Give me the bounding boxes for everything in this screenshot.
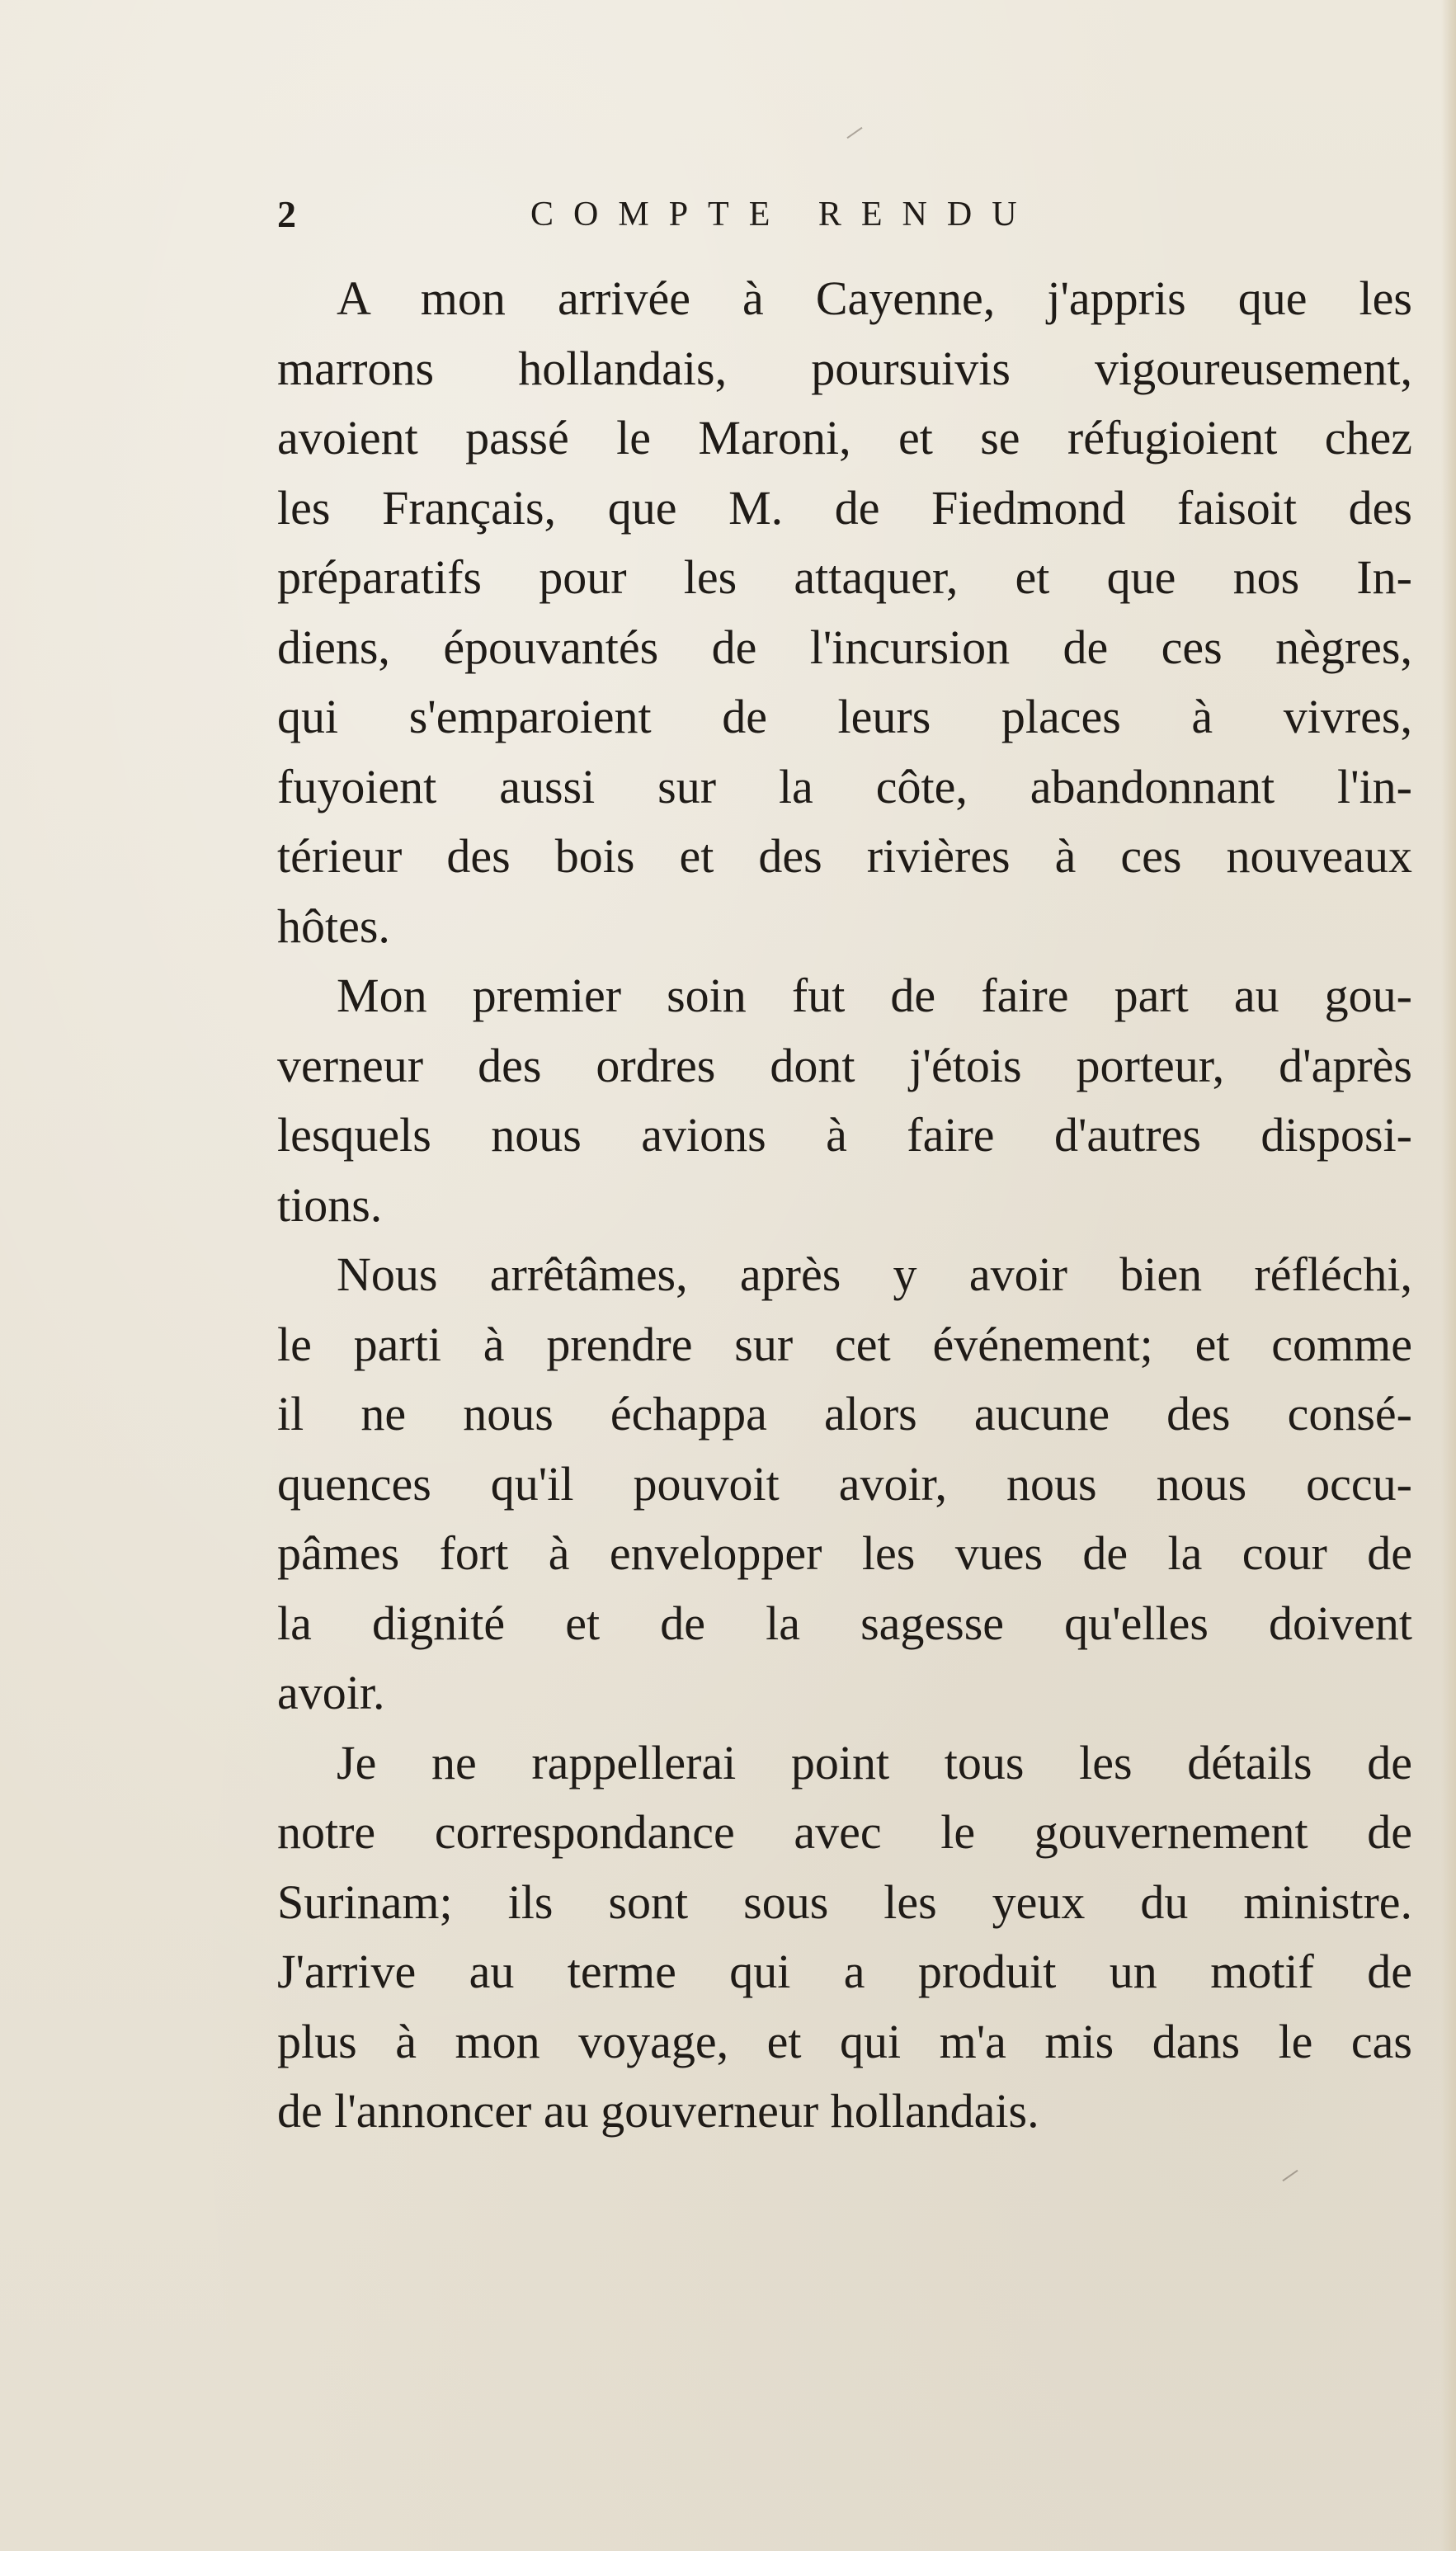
text-line: le parti à prendre sur cet événement; et comme — [277, 1317, 1412, 1371]
text-line: hôtes. — [277, 898, 390, 953]
paper-speck — [846, 127, 862, 139]
text-line: pâmes fort à envelopper les vues de la cour de — [277, 1526, 1412, 1580]
text-line: Je ne rappellerai point tous les détails de — [337, 1735, 1412, 1789]
text-line: de l'annoncer au gouverneur hollandais. — [277, 2084, 1039, 2138]
page-number: 2 — [277, 193, 296, 235]
text-line: fuyoient aussi sur la côte, abandonnant l'in- — [277, 759, 1412, 813]
text-line: J'arrive au terme qui a produit un motif de — [277, 1945, 1412, 1998]
text-line: diens, épouvantés de l'incursion de ces nègres, — [277, 620, 1412, 674]
text-line: térieur des bois et des rivières à ces nouveaux — [277, 829, 1412, 883]
text-line: marrons hollandais, poursuivis vigoureusement, — [277, 341, 1412, 395]
text-line: préparatifs pour les attaquer, et que nos In- — [277, 550, 1412, 604]
text-line: verneur des ordres dont j'étois porteur, d'après — [277, 1038, 1412, 1092]
text-line: avoient passé le Maroni, et se réfugioient chez — [277, 411, 1412, 464]
text-line: Nous arrêtâmes, après y avoir bien réfléchi, — [337, 1247, 1412, 1301]
text-line: A mon arrivée à Cayenne, j'appris que les — [337, 271, 1412, 325]
text-line: plus à mon voyage, et qui m'a mis dans le cas — [277, 2014, 1412, 2068]
paper-speck — [1282, 2170, 1298, 2181]
paragraph — [277, 264, 1412, 961]
text-line: Surinam; ils sont sous les yeux du ministre. — [277, 1874, 1412, 1929]
text-line: la dignité et de la sagesse qu'elles doivent — [277, 1596, 1412, 1650]
body-text — [277, 264, 1412, 2147]
text-line: tions. — [277, 1177, 383, 1232]
paragraph — [277, 1240, 1412, 1728]
text-line: quences qu'il pouvoit avoir, nous nous occu- — [277, 1456, 1412, 1511]
text-line: il ne nous échappa alors aucune des consé- — [277, 1387, 1412, 1441]
paragraph — [277, 961, 1412, 1240]
page-edge-shadow — [1441, 0, 1456, 2551]
page-header — [277, 186, 1185, 243]
text-line: lesquels nous avions à faire d'autres disposi- — [277, 1108, 1412, 1162]
paragraph — [277, 1728, 1412, 2147]
text-line: Mon premier soin fut de faire part au gou- — [337, 969, 1412, 1022]
text-line: qui s'emparoient de leurs places à vivres, — [277, 690, 1412, 743]
text-line: notre correspondance avec le gouvernement de — [277, 1805, 1412, 1859]
running-head: COMPTE RENDU — [530, 196, 1037, 233]
text-line: avoir. — [277, 1666, 385, 1719]
text-line: les Français, que M. de Fiedmond faisoit des — [277, 480, 1412, 535]
